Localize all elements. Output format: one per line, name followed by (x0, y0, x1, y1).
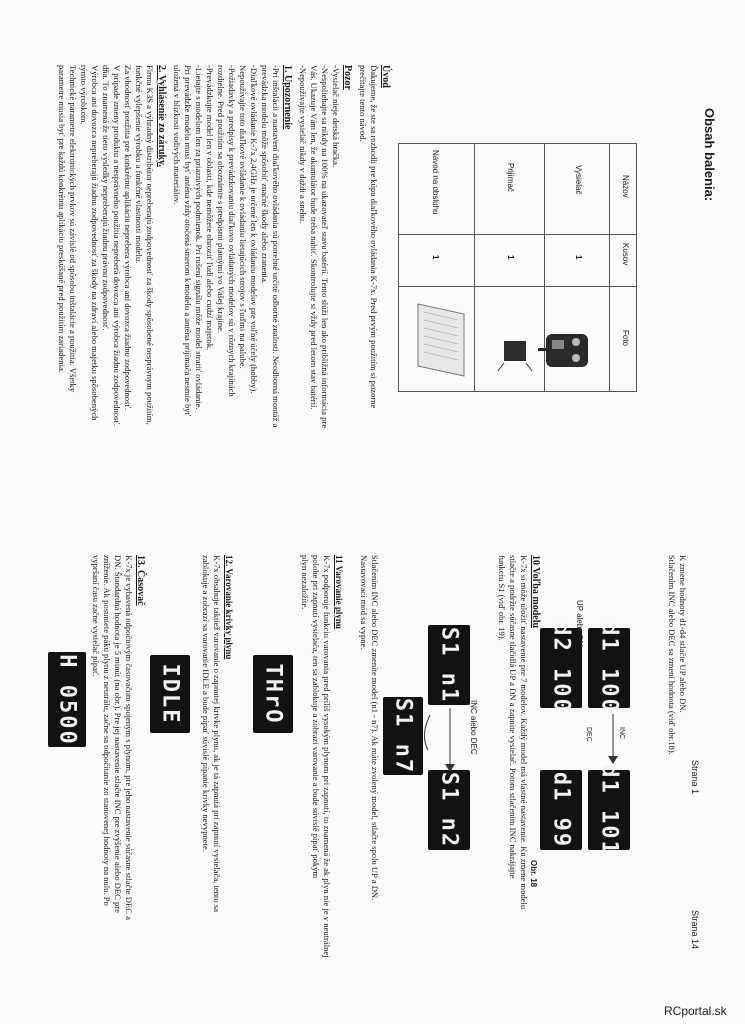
paragraph-line: týmto výrobkom. (79, 65, 89, 125)
table-header-photo: Foto (621, 330, 630, 347)
paragraph-line: Stlačením INC alebo DEC sa zmení hodnota (viď obr.18). (667, 555, 677, 755)
paragraph-line: K zmene hodnoty d1-d4 stlačte UP alebo DN. (678, 555, 688, 713)
paragraph-line: -Prevádzkujte model len v oblasti, kde nemôžete ohroziť ľudí alebo cudzí majetok. (205, 65, 215, 351)
lcd-display-s1-n2: S1 n2 (428, 770, 470, 850)
fig-inc-label: INC (618, 727, 625, 740)
paragraph-line: Ďakujeme, že ste sa rozhodli pre kúpu diaľkového ovládania K-7x. Pred prvým použitím si pozorne (369, 65, 379, 409)
lcd-display-d1-99: d1 99 (540, 770, 582, 850)
section-volba-2 (358, 555, 380, 995)
paragraph-line: dňa. To znamená že tieto výsledky nepreberajú žiadnu právnu zodpovednosť. (101, 65, 111, 331)
paragraph-line: prevádzka modelu môže spôsobiť značné škody alebo zranenia. (260, 65, 270, 284)
paragraph-line: K-7x si môže uložiť nastavenie pre 7 modelov. Každý model má vlastné nastavenie. Ku zmene modelu (519, 555, 529, 910)
fig-18-label: Obr. 18 (529, 860, 538, 888)
paragraph-line: prečítajte tento návod. (358, 65, 368, 142)
paragraph-line: K-7x obsahuje taktiež varovanie o zapnutej krivke plynu, ak je tá zapnutá pri zapnutí vysielača, tento sa (212, 555, 222, 912)
fig-up-dn-label: UP alebo DN (575, 600, 584, 647)
arrow-cycle-icon (400, 640, 480, 840)
table-header-name: Názov (621, 175, 630, 198)
paragraph-line: funkciu S1 (viď obr. 19). (497, 555, 507, 641)
paragraph-line: funkčné vylepšenie výrobku a funkčné vlastnosti modelu. (134, 65, 144, 264)
paragraph-line: Firma K3S a výhradný distribútor nepreberajú zodpovednosť za škody spôsobené nesprávnym použitím, (145, 65, 155, 425)
section-krivka (200, 555, 238, 995)
manual-photo (412, 300, 472, 380)
paragraph-line: uložená v blízkosti vodivých materiálov. (172, 65, 182, 205)
paragraph-line: vypršaní času začne vysielač pípať. (91, 555, 101, 677)
table-row-name: Návod na obsluhu (431, 150, 440, 215)
paragraph-line: zníženie. Ak posuniete páku plynu z neutrálu, začne sa odpočítanie zo stanovenej hodnoty na nulu. Po (102, 555, 112, 906)
lcd-display-d1-100: d1 100 (588, 628, 630, 708)
paragraph-line: Za vhodnosť použitia pre konkrétnu aplikáciu neprebera výrobca ani dovozca žiadnu zodpovednosť. (123, 65, 133, 411)
section-heading-pozor: Pozor (342, 65, 353, 90)
table-row-qty: 1 (431, 255, 440, 260)
paragraph-line: stlačte a podržte súčasne tlačidlá UP a DN a zapnite vysielač. Potom stlačením INC nakrájajte (508, 555, 518, 879)
left-text-column (56, 65, 395, 475)
paragraph-line: Technické parametre elektronických prvkov sú závislé od spôsobu inštalácie a použitia. Všetky (68, 65, 78, 393)
paragraph-line: zablokuje a zobrazí sa varovanie IDLE a bude pípať súvislé pípanie krivky nevypnete. (201, 555, 211, 852)
paragraph-line: -Diaľkové ovládanie K-7x 2,4GHz je určené len k ovládaniu modelov pre voľné účely (hobby). (249, 65, 259, 394)
section-varovanie-plynu (299, 555, 348, 995)
table-row-name: Prijímač (506, 163, 515, 192)
section-heading-zaruka: 2. Vyhlásenie zo záruky. (156, 65, 167, 167)
section-heading-volba: 10 Voľba modelu (530, 555, 541, 629)
paragraph-line: Nepoužívajte toto diaľkové ovládanie k ovládaniu lietajúcich strojov s ľuďmi na palube. (238, 65, 248, 369)
paragraph-line: K-7x je vybavená odpočtovým časovačom spojeným s plynom, pre jeho nastavenie súčasne stlačte DEC a (124, 555, 134, 920)
paragraph-line: -Lietajte s modelom len za priaznivých podmienok. Pri rušení signálu môže model stratiť ovládanie. (194, 65, 204, 410)
paragraph-line: V prípade zmeny produktu a nesprávneho použitia nepreberá dovozca ani výrobca žiadnu zodpovednosť. (112, 65, 122, 427)
paragraph-line: DN. Štandardná hodnota je 5 minút (na obr.). Pre jej nastavenie stlačte INC pre zvýšenie alebo DEC pre (113, 555, 123, 913)
left-page-number: Strana 1 (690, 760, 700, 795)
paragraph-line: -Pri inštalácii a nastavení diaľkového ovládania sú potrebné určité odborné znalosti. Neodborná montáž a (271, 65, 281, 428)
paragraph-line: Nastavovací mód sa vypne. (359, 555, 369, 650)
receiver-photo (496, 333, 536, 373)
right-intro (666, 555, 688, 855)
section-heading-varovanie-plynu: 11 Varovanie plynu (334, 555, 344, 629)
paragraph-line: Stlačením INC alebo DEC zmeníte model (n1 - n7). Ak máte zvolený model, stlačte spolu UP a DN. (370, 555, 380, 901)
section-heading-upozornenie: 1. Upozornenie (282, 65, 293, 130)
table-row-qty: 1 (574, 255, 583, 260)
paragraph-line: Výrobca ani dovozca nepreberajú žiadnu zodpovednosť za škody na zdraví alebo majetku spôsobených (90, 65, 100, 421)
paragraph-line: parametre musia byť pre každú konkrétnu aplikáciu preskúšané pred použitím zariadenia. (57, 65, 67, 373)
paragraph-line: rozdielne. Pred použitím sa oboznámte s predpismi platnými vo Vašej krajine. (216, 65, 226, 334)
left-page-title: Obsah balenia: (702, 108, 717, 202)
section-heading-casovac: 13. Časovač (135, 555, 146, 606)
section-casovac (90, 555, 150, 995)
transmitter-photo (538, 328, 598, 373)
paragraph-line: -Požiadavky a predpisy k prevádzkovaniu diaľkovo ovládaných modelov sú v rôznych krajinách (227, 65, 237, 397)
section-volba (496, 555, 545, 995)
watermark: RCportal.sk (664, 1004, 727, 1018)
paragraph-line: -Nespoliehajte sa nikdy na 100% na ukazovateľ stavu batérií. Tento slúži len ako približná informácia pre (320, 65, 330, 429)
lcd-display-s1-n1: S1 n1 (428, 625, 470, 705)
paragraph-line: Pri prevádzke modelu musí byť anténa vždy otočená smerom k modelu a anténa prijímača nesmie byť (183, 65, 193, 417)
paragraph-line: -Nepoužívajte vysielač nikdy v daždi a snehu. (298, 65, 308, 224)
lcd-display-d2-100: d2 100 (540, 628, 582, 708)
table-header-qty: Kusov (621, 243, 630, 266)
right-page-number: Strana 14 (690, 910, 700, 950)
lcd-display-thro: THrO (253, 655, 293, 733)
paragraph-line: Vás. Ukazuje Vám len, že akumulátor bude treba nabiť. Skontrolujte si vždy pred letom stav batérií. (309, 65, 319, 410)
table-row-qty: 1 (506, 255, 515, 260)
lcd-display-d1-101: d1 101 (588, 770, 630, 850)
fig19-inc-dec-label: INC alebo DEC (469, 700, 478, 755)
lcd-display-idle: IDLE (150, 655, 190, 733)
section-heading-uvod: Úvod (380, 65, 391, 88)
table-row-name: Vysielač (574, 165, 583, 195)
lcd-display-s1-n7: S1 n7 (383, 697, 423, 775)
paragraph-line: polohe pri zapnutí vysielača, ten sa zablokuje a zobrazí varovanie a bude súvislé pípať pokým (311, 555, 321, 879)
paragraph-line: K-7x podporuje funkciu varovania pred príliš vysokým plynom pri zapnutí, to znamená že ak plyn nie je v neutrálnej (322, 555, 332, 958)
section-heading-krivka: 12. Varovanie krivky plynu (224, 555, 234, 660)
paragraph-line: -Vysielač nieje detská hračka. (331, 65, 341, 168)
paragraph-line: plyn nezaložíte. (300, 555, 310, 610)
lcd-display-timer: H 0500 (48, 652, 86, 747)
fig-dec-label: DEC (585, 727, 592, 742)
